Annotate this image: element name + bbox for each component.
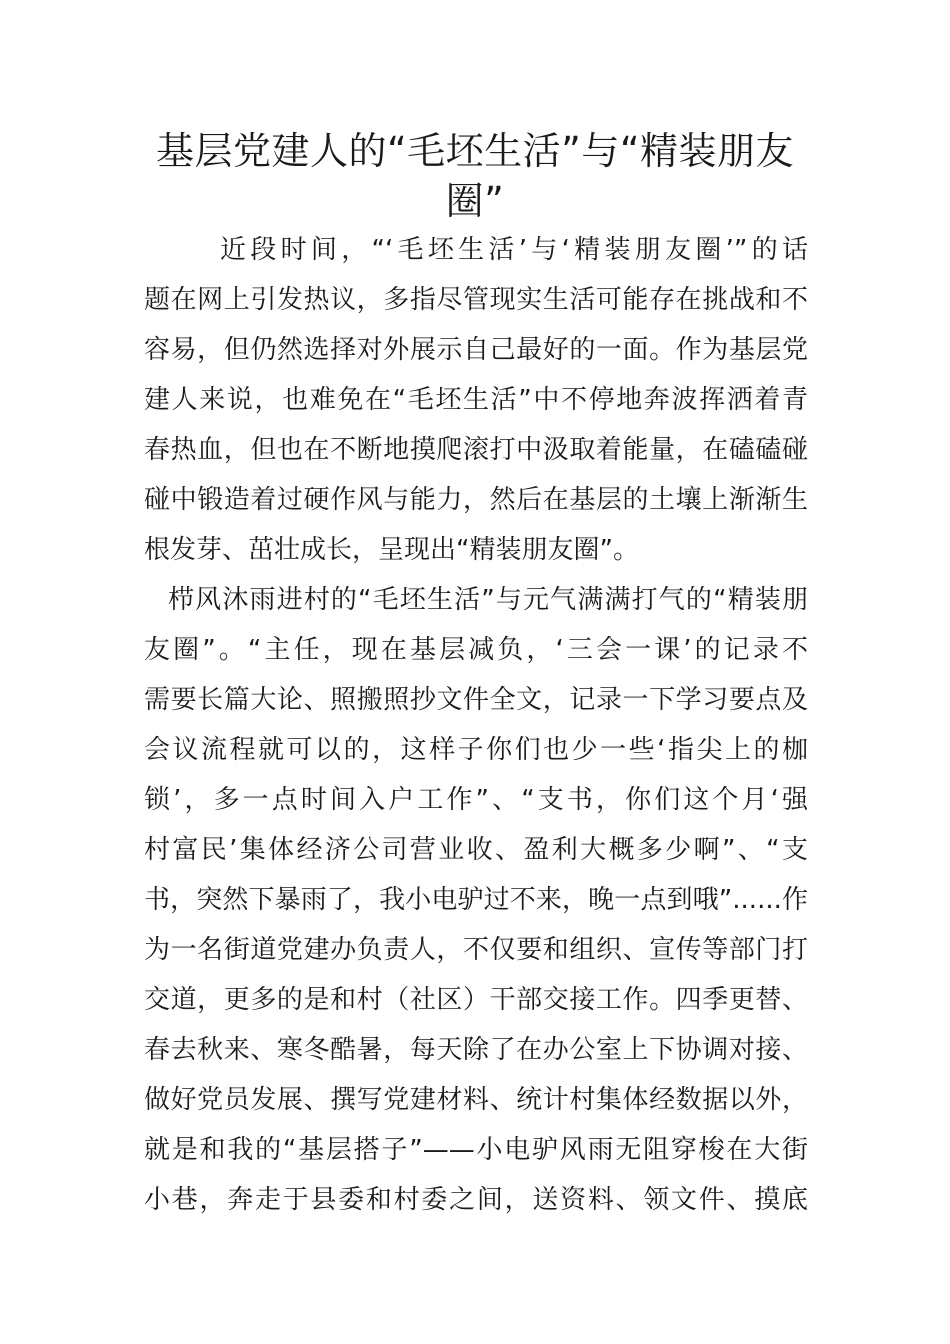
paragraph-2-line-4: 会议流程就可以的，这样子你们也少一些‘指尖上的枷 — [144, 735, 808, 765]
paragraph-2-line-5: 锁’，多一点时间入户工作”、“支书，你们这个月‘强 — [144, 785, 808, 815]
document-title — [140, 126, 810, 226]
title-line: 基层党建人的“毛坯生活”与“精装朋友 — [155, 129, 795, 173]
paragraph-2-line-12: 就是和我的“基层搭子”——小电驴风雨无阻穿梭在大街 — [144, 1135, 808, 1165]
paragraph-2-line-6: 村富民’集体经济公司营业收、盈利大概多少啊”、“支 — [144, 835, 808, 865]
paragraph-1-line-5: 春热血，但也在不断地摸爬滚打中汲取着能量，在磕磕碰 — [144, 435, 808, 465]
paragraph-1-line-4: 建人来说，也难免在“毛坯生活”中不停地奔波挥洒着青 — [144, 385, 808, 415]
paragraph-1-line-2: 题在网上引发热议，多指尽管现实生活可能存在挑战和不 — [144, 285, 808, 315]
paragraph-2-line-8: 为一名街道党建办负责人，不仅要和组织、宣传等部门打 — [144, 935, 808, 965]
paragraph-2-line-1: 栉风沐雨进村的“毛坯生活”与元气满满打气的“精装朋 — [168, 585, 808, 615]
paragraph-2-line-11: 做好党员发展、撰写党建材料、统计村集体经数据以外， — [144, 1085, 808, 1115]
paragraph-2-line-9: 交道，更多的是和村（社区）干部交接工作。四季更替、 — [144, 985, 808, 1015]
title-line: 圈” — [445, 179, 505, 223]
paragraph-2-line-10: 春去秋来、寒冬酷暑，每天除了在办公室上下协调对接、 — [144, 1035, 808, 1065]
document-body — [144, 225, 808, 1225]
paragraph-2-line-13: 小巷，奔走于县委和村委之间，送资料、领文件、摸底 — [144, 1185, 808, 1215]
paragraph-1-line-6: 碰中锻造着过硬作风与能力，然后在基层的土壤上渐渐生 — [144, 485, 808, 515]
paragraph-1-line-1: 近段时间，“‘毛坯生活’与‘精装朋友圈’”的话 — [220, 235, 808, 265]
paragraph-2-line-3: 需要长篇大论、照搬照抄文件全文，记录一下学习要点及 — [144, 685, 808, 715]
paragraph-2-line-7: 书，突然下暴雨了，我小电驴过不来，晚一点到哦”......作 — [144, 885, 808, 915]
paragraph-1-line-7: 根发芽、茁壮成长，呈现出“精装朋友圈”。 — [144, 535, 639, 565]
paragraph-1-line-3: 容易，但仍然选择对外展示自己最好的一面。作为基层党 — [144, 335, 808, 365]
paragraph-2-line-2: 友圈”。“主任，现在基层减负，‘三会一课’的记录不 — [144, 635, 808, 665]
